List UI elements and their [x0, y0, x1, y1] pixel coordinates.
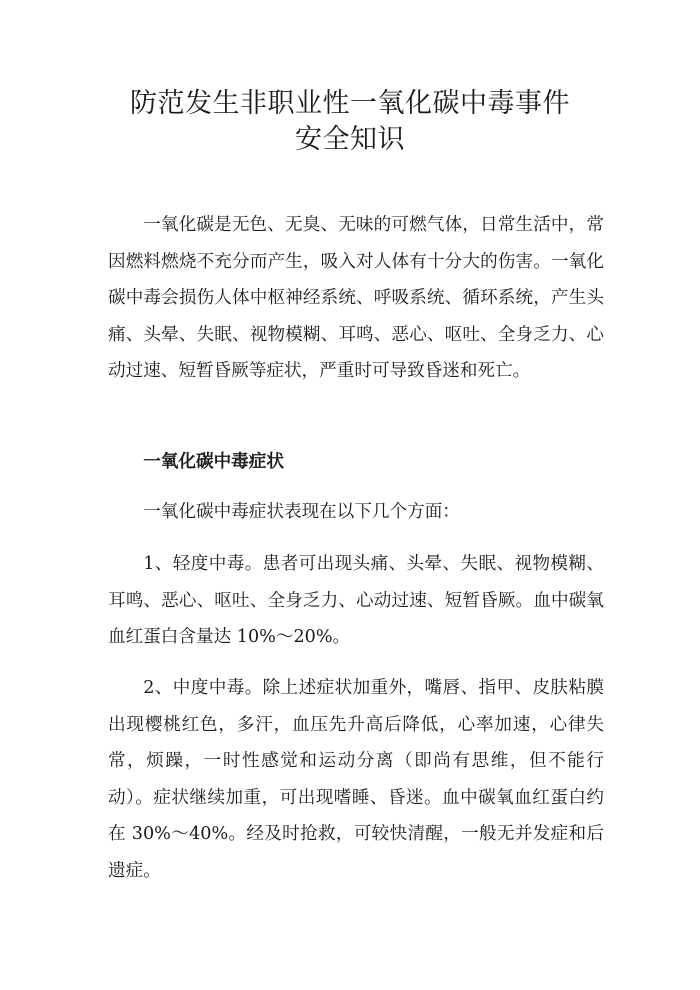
document-title-line-1: 防范发生非职业性一氧化碳中毒事件	[130, 88, 570, 119]
moderate-poisoning-paragraph: 2、中度中毒。除上述症状加重外，嘴唇、指甲、皮肤粘膜出现樱桃红色，多汗，血压先升高后降低，心率加速，心律失常，烦躁，一时性感觉和运动分离（即尚有思维，但不能行动）。症状继续加重，可出现嗜睡、昏迷。血中碳氧血红蛋白约在 30%～40%。经及时抢救，可较快清醒，一般无并发症和后遗症。	[108, 678, 604, 881]
section-lead-paragraph: 一氧化碳中毒症状表现在以下几个方面：	[143, 502, 460, 522]
document-title-line-2: 安全知识	[295, 124, 405, 155]
mild-poisoning-paragraph: 1、轻度中毒。患者可出现头痛、头晕、失眠、视物模糊、耳鸣、恶心、呕吐、全身乏力、心动过速、短暂昏厥。血中碳氧血红蛋白含量达 10%～20%。	[108, 554, 604, 648]
intro-paragraph: 一氧化碳是无色、无臭、无味的可燃气体，日常生活中，常因燃料燃烧不充分而产生，吸入对人体有十分大的伤害。一氧化碳中毒会损伤人体中枢神经系统、呼吸系统、循环系统，产生头痛、头晕、失眠、视物模糊、耳鸣、恶心、呕吐、全身乏力、心动过速、短暂昏厥等症状，严重时可导致昏迷和死亡。	[108, 215, 604, 382]
section-heading: 一氧化碳中毒症状	[143, 451, 284, 472]
